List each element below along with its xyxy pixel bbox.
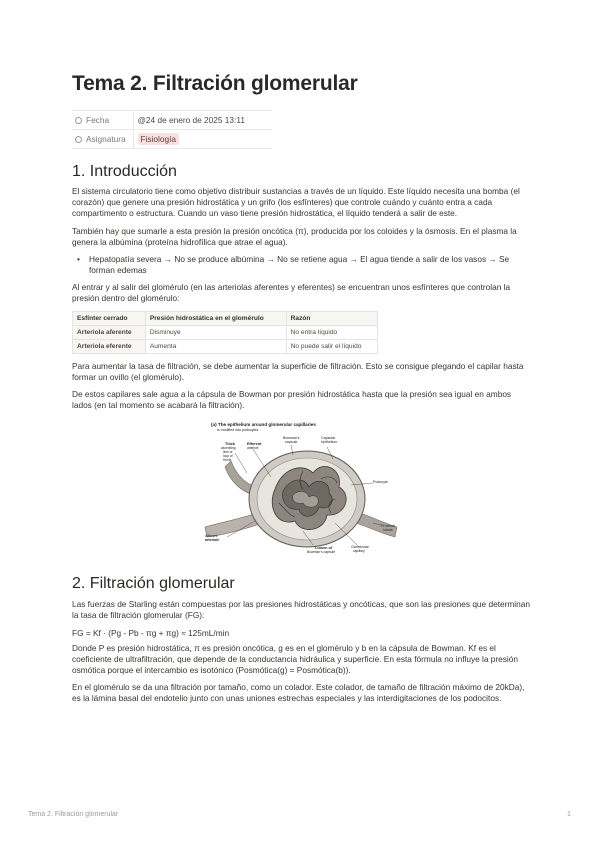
table-row [73, 326, 378, 340]
table-cell: Arteriola eferente [73, 340, 146, 354]
figure-label: ascending [221, 446, 236, 450]
figure-label: Bowman's [283, 436, 300, 440]
bullet-list [72, 254, 530, 276]
figure-label: epithelium [321, 440, 338, 444]
figure-label: arteriole [205, 538, 220, 542]
figure-label: arteriole [247, 446, 259, 450]
column-header: Presión hidrostática en el glomérulo [145, 312, 286, 326]
table-header-row [73, 312, 378, 326]
formula: FG = Kf · (Pg - Pb - πg + πg) ≈ 125mL/min [72, 628, 230, 638]
figure-label: capillary [353, 549, 365, 553]
figure-label: Glomerular [351, 545, 369, 549]
paragraph: En el glomérulo se da una filtración por tamaño, como un colador. Este colador, de tamaño de filtración máximo de 20kDa), es la lámina basal del endotelio junto con unas uniones estrechas especiales y las interdigitaciones de los podocitos. [72, 682, 525, 703]
list-item: • Hepatopatía severa → No se produce albúmina → No se retiene agua → El agua tiende a salir de los vasos → Se forman edemas [72, 254, 530, 276]
figure-label: Proximal [381, 524, 395, 528]
figure-label: tubule [383, 528, 393, 532]
clock-icon [75, 117, 82, 124]
sphincter-table [72, 311, 378, 354]
paragraph: Donde P es presión hidrostática, π es presión oncótica, g es en el glomérulo y b en la cápsula de Bowman. Kf es el coeficiente de ultrafiltración, que depende de la conductancia hidráulica y superficie. En esta fórmula no influye la presión osmótica porque el intercambio es isotónico (Posmótica(g) = Posmótica(b)). [72, 643, 518, 675]
figure-label: capsule [285, 440, 298, 444]
paragraph: El sistema circulatorio tiene como objetivo distribuir sustancias a través de un líquido. Este líquido necesita una bomba (el corazón) que genere una presión hidrostática y un grifo (los esfínteres) que controle cuándo y cuánto entra a cada compartimento o estructura. Cuando un vaso tiene presión hidrostática, el líquido tenderá a salir de este. [72, 186, 520, 218]
paragraph: Para aumentar la tasa de filtración, se debe aumentar la superficie de filtración. Esto se consigue plegando el capilar hasta formar un ovillo (el glomérulo). [72, 361, 524, 382]
table-cell: Arteriola aferente [73, 326, 146, 340]
figure-label: Henle [223, 458, 232, 462]
section-heading-introduccion: 1. Introducción [72, 163, 177, 180]
property-label: Asignatura [86, 134, 126, 144]
paragraph: También hay que sumarle a esta presión la presión oncótica (π), producida por los coloides y la ósmosis. En el plasma la genera la albúmina (proteína hidrofílica que atrae el agua). [72, 226, 517, 247]
figure-label: limb of [223, 450, 233, 454]
figure-label: loop of [223, 454, 233, 458]
glomerulus-figure [203, 419, 401, 564]
figure-label: Bowman's capsule [307, 550, 336, 554]
figure-label: Thick [225, 442, 235, 446]
table-cell: Disminuye [145, 326, 286, 340]
figure-label: Efferent [247, 442, 262, 446]
table-cell: No puede salir el líquido [286, 340, 377, 354]
table-row [73, 340, 378, 354]
figure-subtitle: is modified into podocytes. [217, 428, 260, 432]
table-cell: Aumenta [145, 340, 286, 354]
paragraph: Al entrar y al salir del glomérulo (en las arteriolas aferentes y eferentes) se encuentran unos esfínteres que controlan la presión dentro del glomérulo: [72, 282, 511, 303]
page-number: 1 [567, 811, 571, 818]
column-header: Esfínter cerrado [73, 312, 146, 326]
section-heading-filtracion: 2. Filtración glomerular [72, 575, 235, 592]
property-row-asignatura [72, 130, 272, 149]
property-row-fecha [72, 111, 272, 130]
page-title: Tema 2. Filtración glomerular [72, 72, 358, 95]
figure-label: Podocyte [373, 480, 388, 484]
column-header: Razón [286, 312, 377, 326]
subject-tag: Fisiología [138, 133, 180, 145]
property-value-date: @24 de enero de 2025 13:11 [133, 111, 272, 130]
figure-label: Capsular [321, 436, 336, 440]
table-cell: No entra líquido [286, 326, 377, 340]
properties-table [72, 110, 272, 149]
figure-label: Afferent [205, 534, 218, 538]
paragraph: De estos capilares sale agua a la cápsula de Bowman por presión hidrostática hasta que la presión sea igual en ambos lados (en tal momento se acabará la filtración). [72, 389, 512, 410]
figure-title: (a) The epithelium around glomerular capillaries [211, 422, 316, 427]
property-label: Fecha [86, 115, 110, 125]
select-icon [75, 136, 82, 143]
paragraph: Las fuerzas de Starling están compuestas por las presiones hidrostáticas y oncóticas, que son las presiones que determinan la tasa de filtración glomerular (FG): [72, 599, 530, 620]
footer-title: Tema 2. Filtración glomerular [28, 811, 119, 818]
figure-label: Lumen of [315, 546, 333, 550]
